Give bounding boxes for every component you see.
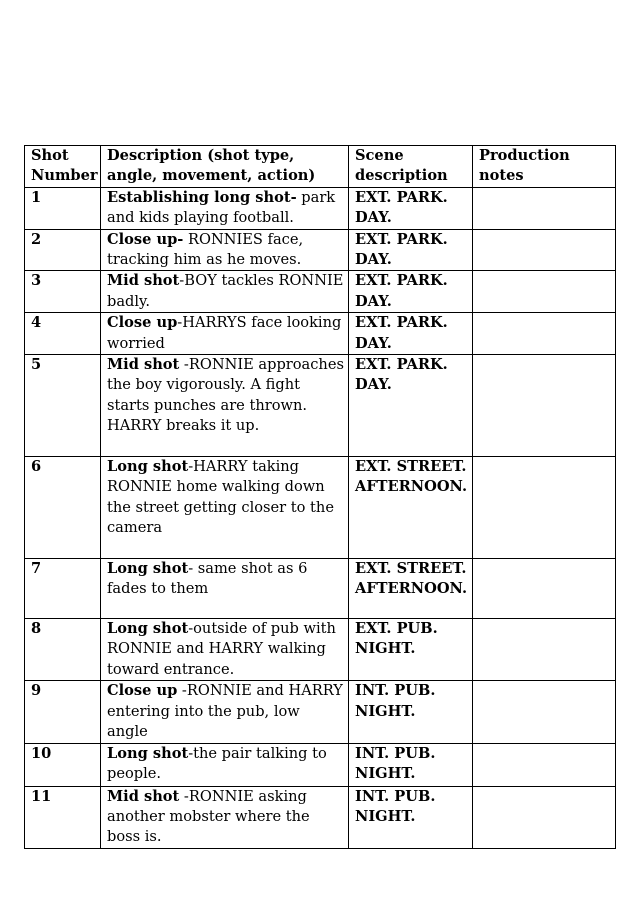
shot-type: Close up bbox=[107, 314, 178, 332]
table-row bbox=[25, 619, 616, 681]
production-notes-cell bbox=[473, 457, 616, 559]
description-cell bbox=[101, 187, 349, 229]
shot-action: -outside of pub with RONNIE and HARRY walking toward entrance. bbox=[107, 620, 336, 678]
shot-number-cell: 5 bbox=[25, 355, 101, 457]
production-notes-cell bbox=[473, 786, 616, 848]
shot-rows bbox=[25, 187, 616, 848]
shot-type: Mid shot bbox=[107, 356, 180, 374]
table-row bbox=[25, 187, 616, 229]
shot-number-cell: 11 bbox=[25, 786, 101, 848]
scene-description-cell: EXT. PUB. NIGHT. bbox=[349, 619, 473, 681]
production-notes-cell bbox=[473, 743, 616, 786]
table-row bbox=[25, 271, 616, 313]
description-cell bbox=[101, 681, 349, 743]
production-notes-cell bbox=[473, 313, 616, 355]
shot-list-table bbox=[24, 145, 616, 849]
description-cell bbox=[101, 786, 349, 848]
shot-action: -HARRY taking RONNIE home walking down the street getting closer to the camera bbox=[107, 458, 334, 537]
table-row bbox=[25, 559, 616, 619]
table-row bbox=[25, 355, 616, 457]
shot-action: - same shot as 6 fades to them bbox=[107, 560, 308, 598]
shot-action: -RONNIE and HARRY entering into the pub, low angle bbox=[107, 682, 343, 741]
scene-description-cell: EXT. STREET. AFTERNOON. bbox=[349, 457, 473, 559]
table-row bbox=[25, 743, 616, 786]
shot-type: Establishing long shot- bbox=[107, 188, 297, 206]
description-cell bbox=[101, 619, 349, 681]
table-row bbox=[25, 786, 616, 848]
shot-type: Long shot bbox=[107, 744, 189, 762]
scene-description-cell: EXT. PARK. DAY. bbox=[349, 313, 473, 355]
production-notes-cell bbox=[473, 187, 616, 229]
production-notes-cell bbox=[473, 271, 616, 313]
shot-number-cell: 6 bbox=[25, 457, 101, 559]
description-cell bbox=[101, 743, 349, 786]
scene-description-cell: EXT. PARK. DAY. bbox=[349, 187, 473, 229]
shot-action: RONNIES face, tracking him as he moves. bbox=[107, 230, 304, 269]
production-notes-cell bbox=[473, 355, 616, 457]
table-row bbox=[25, 229, 616, 271]
shot-number-cell: 2 bbox=[25, 229, 101, 271]
shot-action: park and kids playing football. bbox=[107, 188, 336, 227]
header-row bbox=[25, 146, 616, 188]
shot-type: Long shot bbox=[107, 458, 189, 476]
table-row bbox=[25, 457, 616, 559]
scene-description-cell: INT. PUB. NIGHT. bbox=[349, 786, 473, 848]
shot-action: -HARRYS face looking worried bbox=[107, 314, 342, 352]
shot-type: Long shot bbox=[107, 620, 189, 638]
description-cell bbox=[101, 229, 349, 271]
shot-number-cell: 10 bbox=[25, 743, 101, 786]
shot-number-cell: 3 bbox=[25, 271, 101, 313]
header-description: Description (shot type, angle, movement, action) bbox=[101, 146, 349, 188]
scene-description-cell: EXT. PARK. DAY. bbox=[349, 271, 473, 313]
table-row bbox=[25, 313, 616, 355]
description-cell bbox=[101, 559, 349, 619]
header-shot-number: Shot Number bbox=[25, 146, 101, 188]
production-notes-cell bbox=[473, 681, 616, 743]
scene-description-cell: EXT. PARK. DAY. bbox=[349, 355, 473, 457]
scene-description-cell: INT. PUB. NIGHT. bbox=[349, 681, 473, 743]
description-cell bbox=[101, 355, 349, 457]
header-production-notes: Production notes bbox=[473, 146, 616, 188]
shot-action: -RONNIE approaches the boy vigorously. A fight starts punches are thrown. HARRY breaks it up. bbox=[107, 356, 344, 435]
shot-number-cell: 9 bbox=[25, 681, 101, 743]
shot-type: Close up bbox=[107, 682, 178, 700]
shot-type: Mid shot bbox=[107, 272, 180, 290]
shot-type: Long shot bbox=[107, 560, 189, 578]
scene-description-cell: EXT. PARK. DAY. bbox=[349, 229, 473, 271]
shot-type: Close up- bbox=[107, 230, 184, 248]
production-notes-cell bbox=[473, 559, 616, 619]
table-row bbox=[25, 681, 616, 743]
shot-action: -RONNIE asking another mobster where the boss is. bbox=[107, 787, 310, 846]
production-notes-cell bbox=[473, 619, 616, 681]
description-cell bbox=[101, 271, 349, 313]
shot-number-cell: 8 bbox=[25, 619, 101, 681]
scene-description-cell: INT. PUB. NIGHT. bbox=[349, 743, 473, 786]
description-cell bbox=[101, 457, 349, 559]
shot-number-cell: 7 bbox=[25, 559, 101, 619]
shot-action: -BOY tackles RONNIE badly. bbox=[107, 272, 344, 310]
header-scene-description: Scene description bbox=[349, 146, 473, 188]
scene-description-cell: EXT. STREET. AFTERNOON. bbox=[349, 559, 473, 619]
shot-number-cell: 4 bbox=[25, 313, 101, 355]
production-notes-cell bbox=[473, 229, 616, 271]
description-cell bbox=[101, 313, 349, 355]
shot-action: -the pair talking to people. bbox=[107, 744, 327, 782]
shot-number-cell: 1 bbox=[25, 187, 101, 229]
shot-type: Mid shot bbox=[107, 787, 180, 805]
